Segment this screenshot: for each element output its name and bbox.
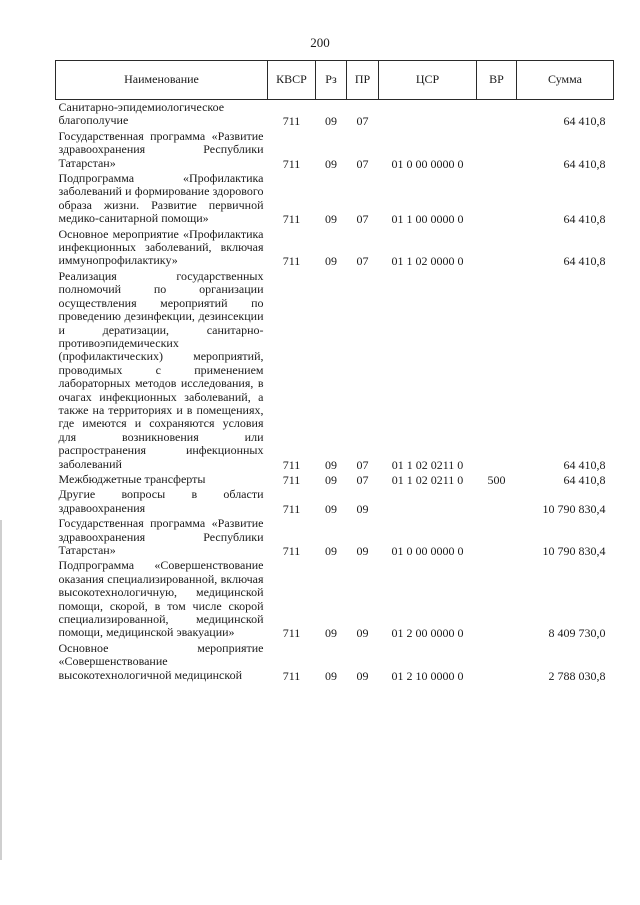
cell-pr: 09 xyxy=(356,501,369,516)
budget-table xyxy=(55,60,614,683)
cell-kvsr: 711 xyxy=(282,501,301,516)
page-number: 200 xyxy=(310,35,330,50)
cell-name: Основное мероприятие «Профилактика инфекционных заболеваний, включая иммунопрофилактику» xyxy=(58,226,264,268)
header-name: Наименование xyxy=(56,61,268,100)
cell-vr xyxy=(477,129,517,171)
cell-pr: 07 xyxy=(356,457,369,472)
cell-rz: 09 xyxy=(325,472,337,487)
cell-sum: 10 790 830,4 xyxy=(542,544,606,558)
cell-pr: 07 xyxy=(356,156,369,171)
cell-kvsr: 711 xyxy=(282,626,301,641)
cell-pr: 07 xyxy=(356,212,369,227)
cell-vr xyxy=(477,516,517,558)
table-row xyxy=(56,171,614,227)
cell-sum: 8 409 730,0 xyxy=(548,626,606,641)
cell-sum: 2 788 030,8 xyxy=(548,668,606,683)
table-row xyxy=(56,487,614,516)
cell-name: Другие вопросы в области здравоохранения xyxy=(58,487,264,515)
scan-edge-mark xyxy=(0,520,2,860)
cell-kvsr: 711 xyxy=(282,472,301,487)
header-vr: ВР xyxy=(477,61,517,100)
cell-name: Межбюджетные трансферты xyxy=(58,471,206,486)
cell-csr: 01 1 02 0211 0 xyxy=(391,472,464,487)
header-pr: ПР xyxy=(347,61,379,100)
cell-vr xyxy=(477,487,517,516)
cell-name: Подпрограмма «Профилактика заболеваний и формирование здорового образа жизни. Развитие первичной медико-санитарной помощи» xyxy=(58,171,264,226)
cell-csr: 01 2 00 0000 0 xyxy=(391,626,464,641)
cell-kvsr: 711 xyxy=(282,544,301,558)
cell-sum: 64 410,8 xyxy=(563,212,606,227)
table-row xyxy=(56,516,614,558)
cell-rz: 09 xyxy=(325,544,337,558)
table-row xyxy=(56,100,614,129)
cell-rz: 09 xyxy=(325,254,337,269)
cell-vr xyxy=(477,641,517,683)
table-row xyxy=(56,558,614,640)
cell-rz: 09 xyxy=(325,156,337,171)
header-kvsr: КВСР xyxy=(268,61,316,100)
cell-csr: 01 2 10 0000 0 xyxy=(391,668,464,683)
cell-rz: 09 xyxy=(325,114,337,129)
header-rz: Рз xyxy=(316,61,347,100)
cell-name: Реализация государственных полномочий по организации осуществления мероприятий по проведению дезинфекции, дезинсекции и дератизации, санитарно-противоэпидемических (профилактических) мероприятий, проводимых с применением лабораторных методов исследования, в очагах инфекционных заболеваний, а также на территориях и в помещениях, где имеются и сохраняются условия для возникновения или распространения инфекционных заболеваний xyxy=(58,268,264,471)
cell-kvsr: 711 xyxy=(282,156,301,171)
cell-pr: 07 xyxy=(356,114,369,129)
cell-csr: 01 0 00 0000 0 xyxy=(391,156,464,171)
table-row xyxy=(56,472,614,487)
cell-csr xyxy=(379,100,477,129)
cell-pr: 09 xyxy=(356,544,369,558)
cell-vr xyxy=(477,269,517,472)
cell-csr: 01 0 00 0000 0 xyxy=(391,544,464,558)
table-row xyxy=(56,641,614,683)
cell-kvsr: 711 xyxy=(282,114,301,129)
cell-vr xyxy=(477,100,517,129)
cell-kvsr: 711 xyxy=(282,668,301,683)
cell-csr: 01 1 02 0211 0 xyxy=(391,457,464,472)
cell-csr xyxy=(379,487,477,516)
cell-pr: 09 xyxy=(356,668,369,683)
cell-rz: 09 xyxy=(325,626,337,641)
table-row xyxy=(56,269,614,472)
cell-csr: 01 1 02 0000 0 xyxy=(391,254,464,269)
table-row xyxy=(56,129,614,171)
cell-rz: 09 xyxy=(325,668,337,683)
cell-vr xyxy=(477,227,517,269)
header-sum: Сумма xyxy=(517,61,614,100)
table-row xyxy=(56,227,614,269)
cell-name: Подпрограмма «Совершенствование оказания специализированной, включая высокотехнологичную, медицинской помощи, скорой, в том числе скорой специализированной, медицинской помощи, медицинской эвакуации» xyxy=(58,558,264,640)
cell-sum: 10 790 830,4 xyxy=(542,501,606,516)
cell-vr: 500 xyxy=(487,472,506,487)
cell-name: Государственная программа «Развитие здравоохранения Республики Татарстан» xyxy=(58,128,264,170)
cell-rz: 09 xyxy=(325,212,337,227)
table-header-row xyxy=(56,61,614,100)
cell-kvsr: 711 xyxy=(282,212,301,227)
cell-pr: 09 xyxy=(356,626,369,641)
cell-csr: 01 1 00 0000 0 xyxy=(391,212,464,227)
cell-rz: 09 xyxy=(325,457,337,472)
cell-sum: 64 410,8 xyxy=(563,472,606,487)
cell-name: Государственная программа «Развитие здравоохранения Республики Татарстан» xyxy=(58,516,264,557)
cell-name: Санитарно-эпидемиологическое благополучие xyxy=(58,100,225,128)
cell-sum: 64 410,8 xyxy=(563,457,606,472)
cell-pr: 07 xyxy=(356,254,369,269)
cell-sum: 64 410,8 xyxy=(563,114,606,129)
cell-vr xyxy=(477,558,517,640)
cell-rz: 09 xyxy=(325,501,337,516)
cell-pr: 07 xyxy=(356,472,369,487)
cell-name: Основное мероприятие «Совершенствование высокотехнологичной медицинской xyxy=(58,640,264,682)
cell-sum: 64 410,8 xyxy=(563,156,606,171)
cell-sum: 64 410,8 xyxy=(563,254,606,269)
cell-kvsr: 711 xyxy=(282,457,301,472)
cell-vr xyxy=(477,171,517,227)
cell-kvsr: 711 xyxy=(282,254,301,269)
header-csr: ЦСР xyxy=(379,61,477,100)
